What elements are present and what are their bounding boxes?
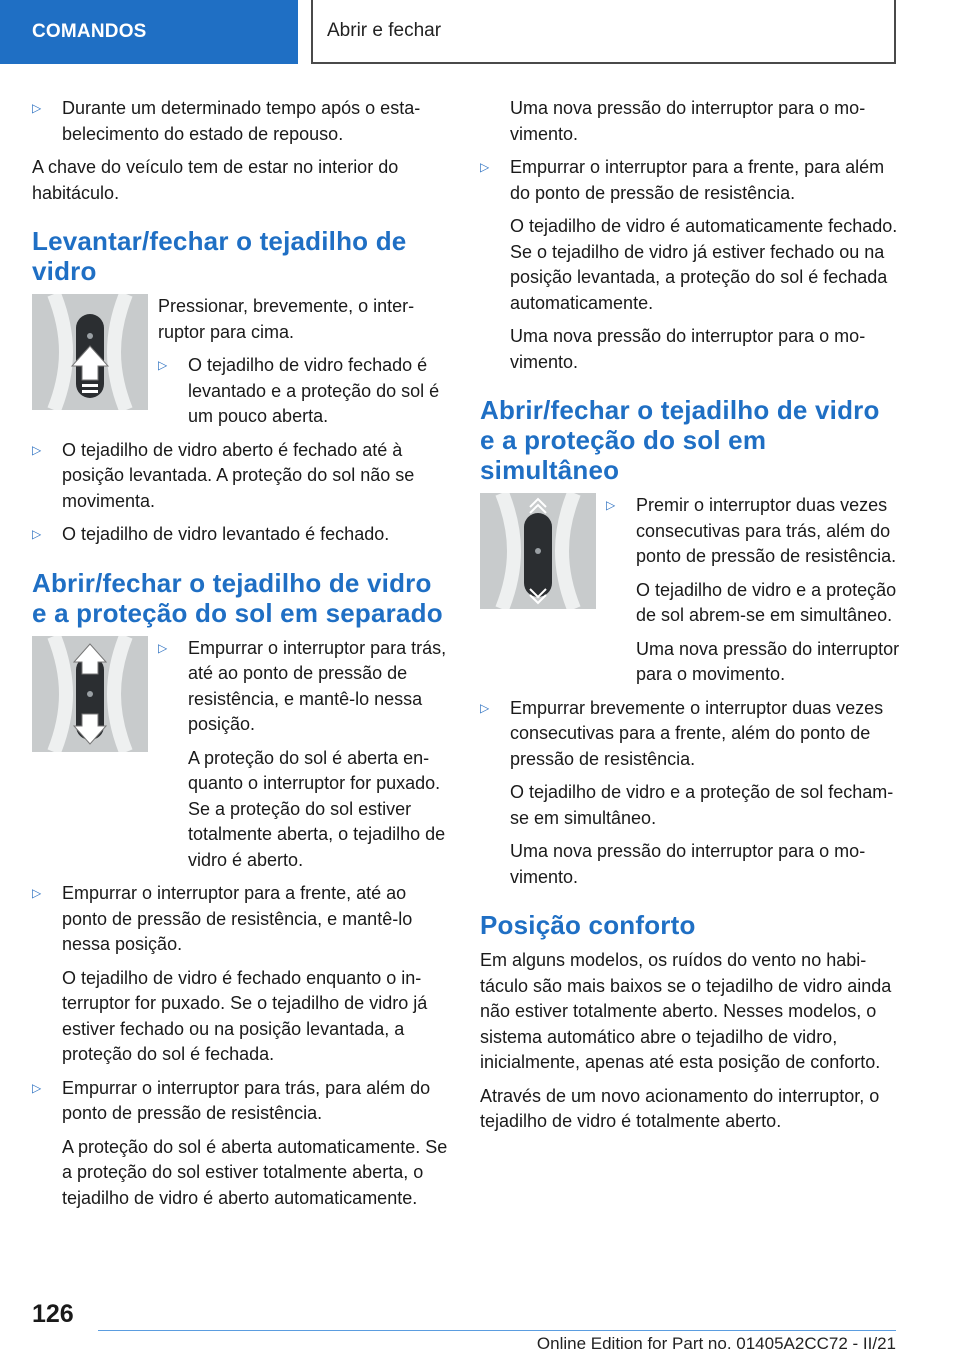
paragraph: Uma nova pressão do interruptor para o movimento. xyxy=(510,326,866,372)
list-item: ▷ O tejadilho de vidro levantado é fechado. xyxy=(32,522,452,548)
paragraph: O tejadilho de vidro e a proteção de sol abrem-se em simultâneo. xyxy=(636,579,897,625)
edition-note: Online Edition for Part no. 01405A2CC72 - II/21 xyxy=(536,1334,896,1353)
paragraph: Uma nova pressão do interruptor para o movimento. xyxy=(510,98,866,144)
triangle-bullet-icon: ▷ xyxy=(32,101,42,115)
paragraph: Pressionar, brevemente, o interruptor para cima. xyxy=(158,296,415,342)
right-column xyxy=(480,96,900,1143)
chapter-title: Abrir e fechar xyxy=(311,0,896,64)
figure-text xyxy=(606,493,900,688)
paragraph: A chave do veículo tem de estar no interior do habitáculo. xyxy=(32,157,399,203)
list-item: ▷ Empurrar brevemente o interruptor duas vezes consecutivas para a frente, além do ponto de pressão de resistência. xyxy=(480,697,884,769)
list-item: ▷ Empurrar o interruptor para trás, até ao ponto de pressão de resistência, e mantê-lo nessa posição. xyxy=(158,637,447,734)
triangle-bullet-icon: ▷ xyxy=(480,160,490,174)
paragraph: Uma nova pressão do interruptor para o movimento. xyxy=(636,638,900,684)
figure-row xyxy=(480,493,900,688)
list-item: ▷ Empurrar o interruptor para trás, para além do ponto de pressão de resistência. xyxy=(32,1077,431,1123)
triangle-bullet-icon: ▷ xyxy=(158,358,168,372)
list-item: ▷ Premir o interruptor duas vezes consecutivas para trás, além do ponto de pressão de resistência. xyxy=(606,495,897,566)
paragraph: O tejadilho de vidro é automaticamente fechado. Se o tejadilho de vidro já estiver fechado ou na posição levantada, a proteção do sol é fechada automaticamente. xyxy=(510,216,898,313)
triangle-bullet-icon: ▷ xyxy=(606,498,616,512)
footer-divider xyxy=(98,1330,896,1331)
list-item: ▷ O tejadilho de vidro fechado é levantado e a proteção do sol é um pouco aberta. xyxy=(158,355,440,426)
triangle-bullet-icon: ▷ xyxy=(480,700,490,715)
section-heading: Levantar/fechar o tejadilho de vidro xyxy=(32,226,407,286)
triangle-bullet-icon: ▷ xyxy=(32,442,42,457)
triangle-bullet-icon: ▷ xyxy=(158,640,168,655)
triangle-bullet-icon: ▷ xyxy=(32,527,42,541)
paragraph: O tejadilho de vidro e a proteção de sol fecham-se em simultâneo. xyxy=(510,782,894,828)
paragraph: Uma nova pressão do interruptor para o movimento. xyxy=(510,841,866,887)
list-item: ▷ Empurrar o interruptor para a frente, para além do ponto de pressão de resistência. xyxy=(480,157,885,203)
list-item: ▷ Empurrar o interruptor para a frente, até ao ponto de pressão de resistência, e mantê-lo nessa posição. xyxy=(32,883,413,954)
section-heading: Abrir/fechar o tejadilho de vidro e a proteção do sol em separado xyxy=(32,567,443,628)
switch-both-figure xyxy=(32,636,148,752)
section-heading: Posição conforto xyxy=(480,910,696,940)
paragraph: A proteção do sol é aberta enquanto o interruptor for puxado. Se a proteção do sol estiver totalmente aberta, o tejadilho de vidro é aberto. xyxy=(188,747,446,870)
figure-row xyxy=(32,294,452,430)
figure-text xyxy=(158,294,452,430)
triangle-bullet-icon: ▷ xyxy=(32,886,42,900)
left-column xyxy=(32,96,452,1219)
paragraph: Em alguns modelos, os ruídos do vento no habitáculo são mais baixos se o tejadilho de vidro ainda não estiver totalmente aberto. Nesses modelos, o sistema automático abre o tejadilho de vidro, inicialmente, apenas até esta posição de conforto. xyxy=(480,950,892,1072)
switch-double-press-figure xyxy=(480,493,596,609)
list-item: ▷ Durante um determinado tempo após o estabelecimento do estado de repouso. xyxy=(32,98,421,144)
paragraph: O tejadilho de vidro é fechado enquanto o interruptor for puxado. Se o tejadilho de vidro já estiver fechado ou na posição levantada, a proteção do sol é fechada. xyxy=(62,967,428,1064)
paragraph: A proteção do sol é aberta automaticamente. Se a proteção do sol estiver totalmente aberta, o tejadilho de vidro é aberto automaticamente. xyxy=(62,1136,448,1208)
figure-text xyxy=(158,636,452,874)
paragraph: Através de um novo acionamento do interruptor, o tejadilho de vidro é totalmente aberto. xyxy=(480,1085,880,1131)
section-heading: Abrir/fechar o tejadilho de vidro e a proteção do sol em simultâneo xyxy=(480,395,880,485)
page-number: 126 xyxy=(32,1300,74,1328)
section-tab: COMANDOS xyxy=(0,0,298,64)
triangle-bullet-icon: ▷ xyxy=(32,1080,42,1095)
list-item: ▷ O tejadilho de vidro aberto é fechado até à posição levantada. A proteção do sol não se movimenta. xyxy=(32,439,415,511)
switch-up-figure xyxy=(32,294,148,410)
figure-row xyxy=(32,636,452,874)
